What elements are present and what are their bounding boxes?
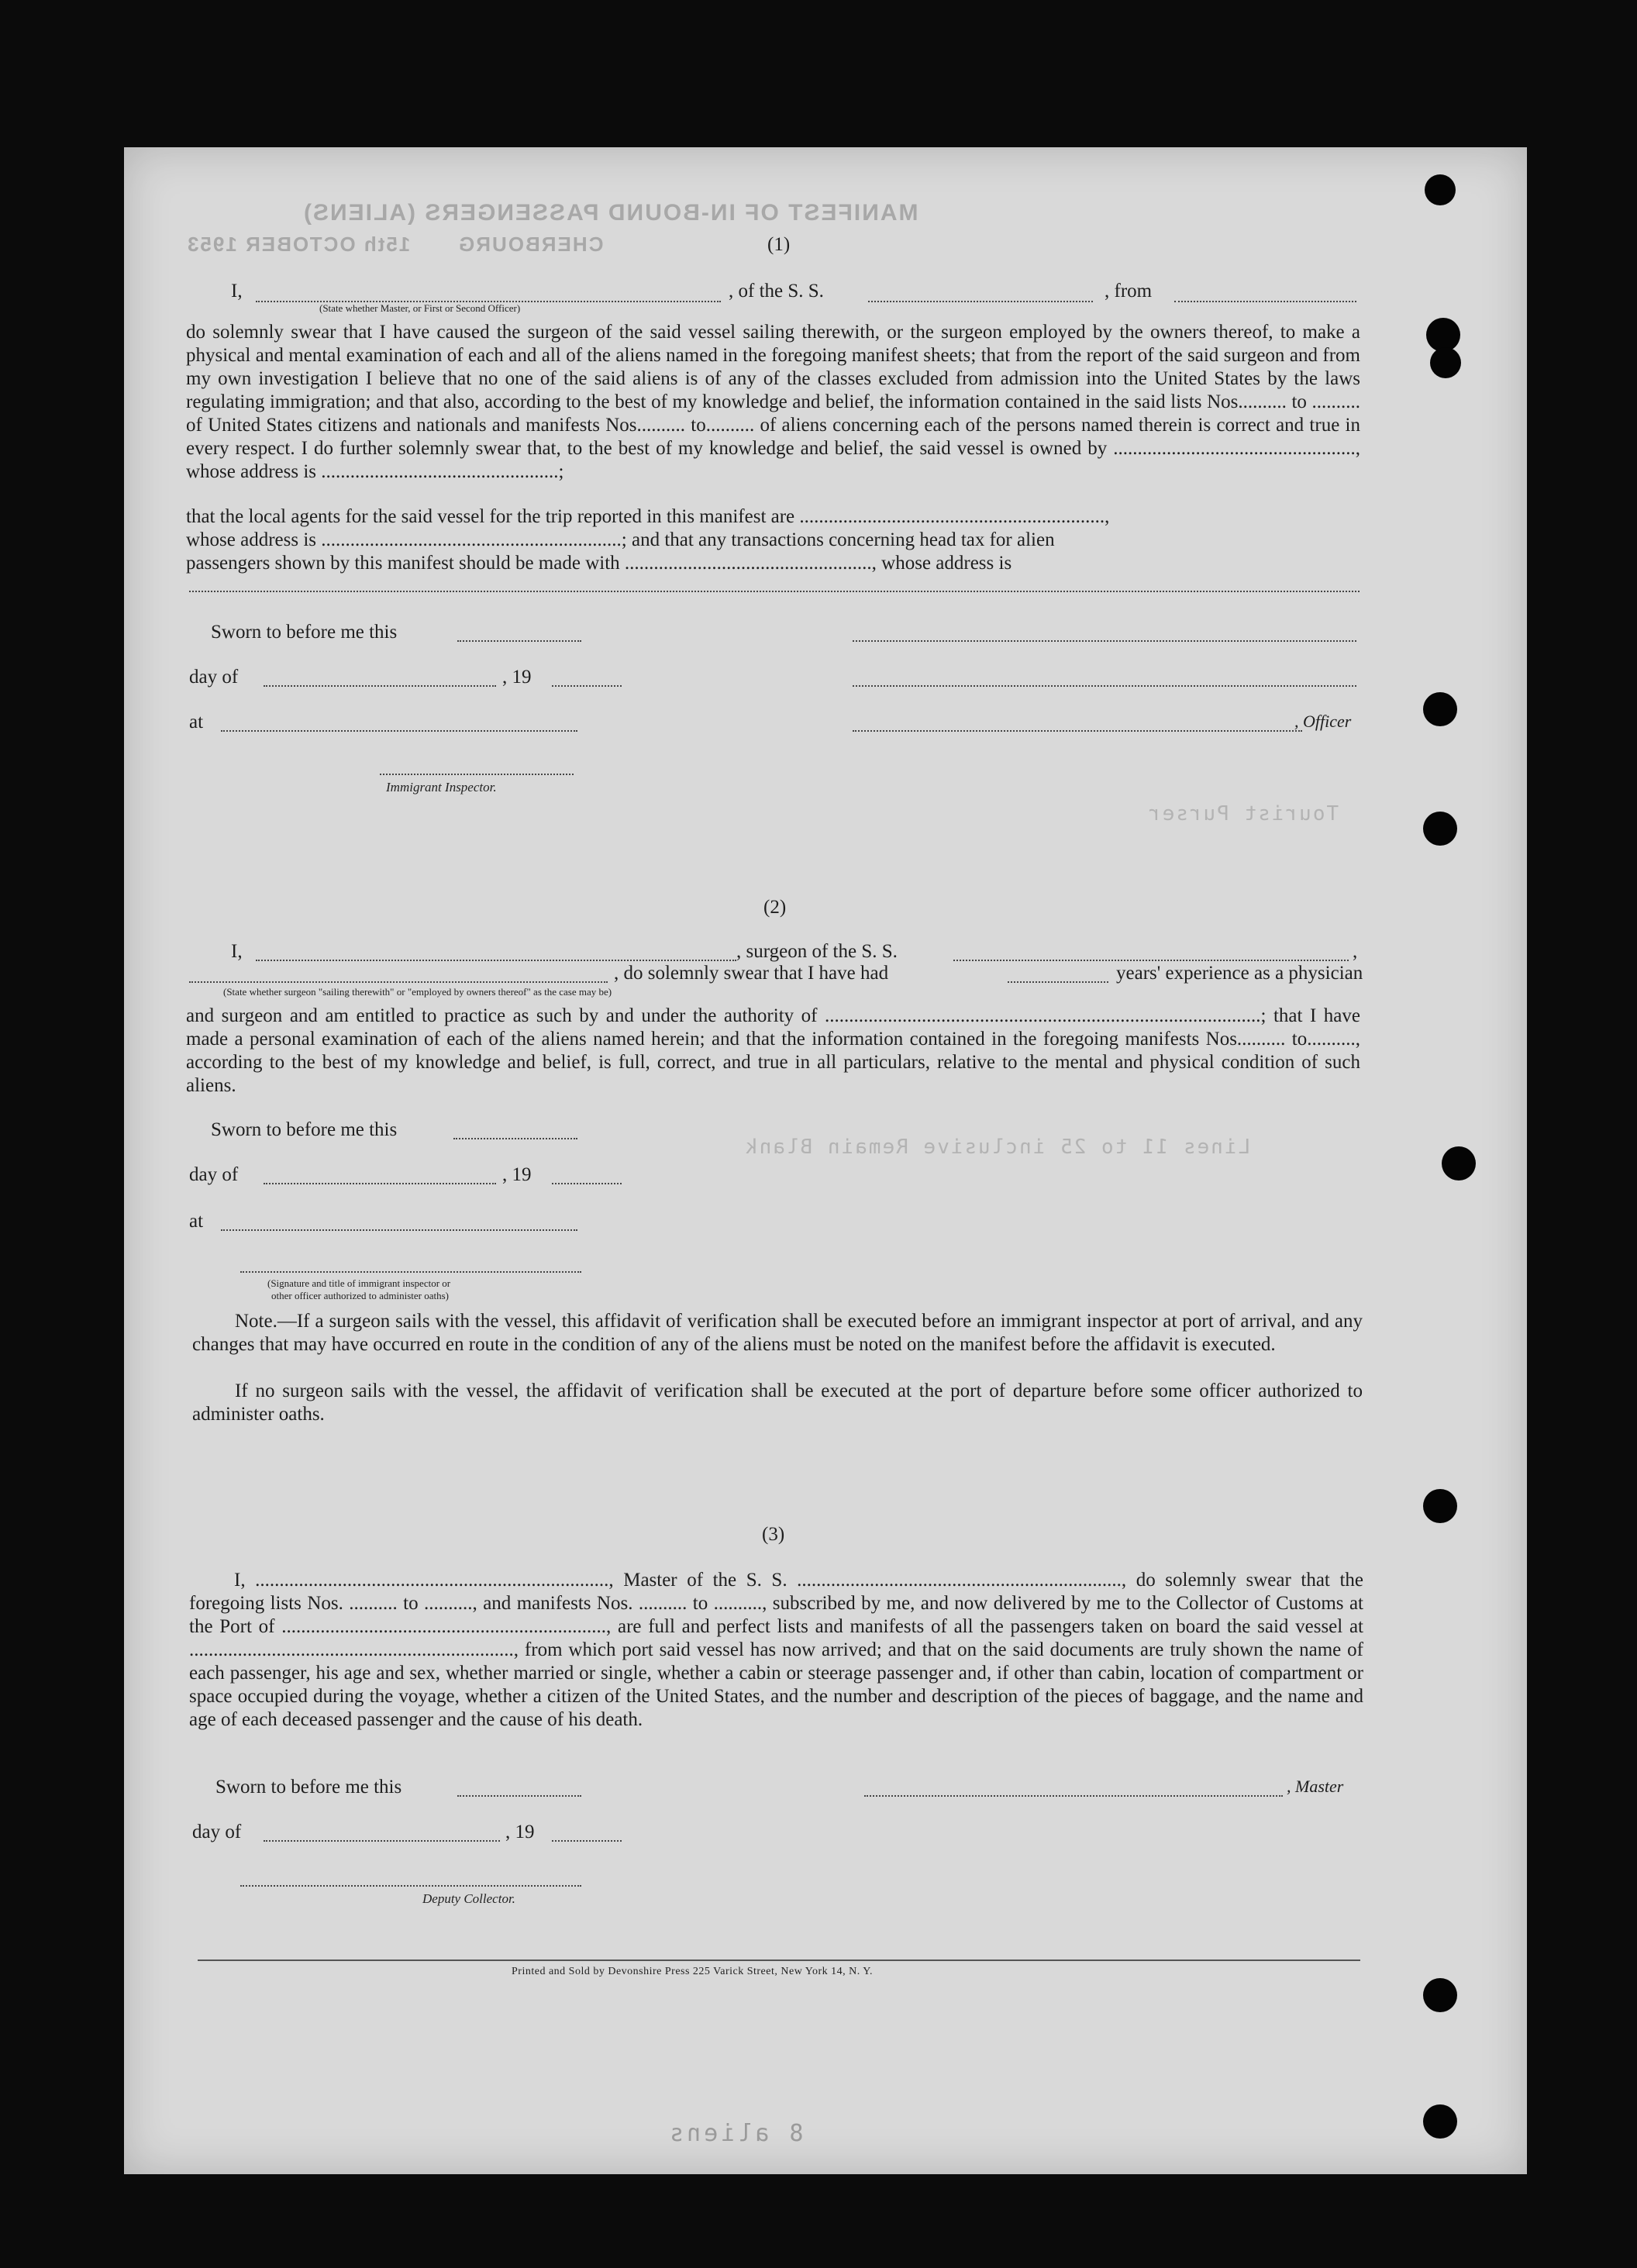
at-label-2: at xyxy=(189,1211,204,1232)
binder-hole xyxy=(1425,174,1456,205)
affiant-prefix: I, xyxy=(231,281,243,302)
officer-line-3[interactable] xyxy=(853,730,1302,732)
section-2-number: (2) xyxy=(763,897,787,918)
section-3-oath-text: I, ........................................................................., Master of the S. S. ..................................................................., do solemnly swear that the foregoing lists Nos. .......... to .........., and manifests Nos. .......... to .........., subscribed by me, and now delivered by me to the Collector of Customs at the Port of ..................................................................., are full and perfect lists and manifests of all the passengers taken on board the said vessel at ..................................................................., from which port said vessel has now arrived; and that on the said documents are truly shown the name of each passenger, his age and sex, whether married or single, whether a cabin or steerage passenger and, if other than cabin, location of compartment or space occupied during the voyage, whether a citizen of the United States, and the number and description of the pieces of baggage, and the name and age of each deceased passenger and the cause of his death. xyxy=(189,1570,1363,1730)
binder-hole xyxy=(1423,692,1457,726)
binder-hole xyxy=(1423,1978,1457,2012)
section-1-oath-text: do solemnly swear that I have caused the surgeon of the said vessel sailing therewith, or the surgeon employed by the owners thereof, to make a physical and mental examination of each and all of the aliens named in the foregoing manifest sheets; that from the report of the said surgeon and from my own investigation I believe that no one of the said aliens is of any of the classes excluded from admission into the United States by the laws regulating immigration; and that also, according to the best of my knowledge and belief, the information contained in the said lists Nos.......... to .......... of United States citizens and nationals and manifests Nos.......... to.......... of aliens concerning each of the persons named therein is correct and true in every respect. I do further solemnly swear that, to the best of my knowledge and belief, the said vessel is owned by .................................................., whose address is .................................................; xyxy=(186,322,1360,482)
officer-signature-field[interactable] xyxy=(853,640,1356,642)
sworn-label-1: Sworn to before me this xyxy=(211,622,398,643)
sworn-label-2: Sworn to before me this xyxy=(211,1119,398,1140)
sworn-label-3: Sworn to before me this xyxy=(215,1777,402,1798)
bleed-through-date: 15th OCTOBER 1953 xyxy=(186,233,411,256)
head-tax-line: passengers shown by this manifest should be made with ..................................................., whose address is xyxy=(186,553,1012,574)
vessel-label: , of the S. S. xyxy=(729,281,824,302)
binder-hole xyxy=(1430,347,1461,378)
year-field-3[interactable] xyxy=(552,1840,622,1842)
binder-hole xyxy=(1423,812,1457,846)
from-port-field[interactable] xyxy=(1174,301,1356,302)
bleed-through-alien-count: 8 aliens xyxy=(667,2120,804,2147)
master-signature-field[interactable] xyxy=(864,1795,1283,1797)
officer-caption: (State whether Master, or First or Second Officer) xyxy=(319,302,521,314)
day-of-label-3: day of xyxy=(192,1822,242,1842)
sworn-date-field-3[interactable] xyxy=(457,1795,581,1797)
bleed-through-port: CHERBOURG xyxy=(457,233,604,256)
surgeon-comma: , xyxy=(1353,941,1358,962)
year-label-1: , 19 xyxy=(502,667,532,688)
footer-rule xyxy=(198,1960,1360,1961)
binder-hole xyxy=(1442,1146,1476,1181)
signature-caption-1: (Signature and title of immigrant inspector or xyxy=(267,1277,451,1289)
year-field-2[interactable] xyxy=(552,1183,622,1184)
year-label-2: , 19 xyxy=(502,1164,532,1185)
note-no-surgeon: If no surgeon sails with the vessel, the affidavit of verification shall be executed at the port of departure before some officer authorized to administer oaths. xyxy=(192,1380,1363,1425)
surgeon-prefix: I, xyxy=(231,941,243,962)
binder-hole xyxy=(1423,1489,1457,1523)
from-label: , from xyxy=(1105,281,1153,302)
surgeon-swear-text: , do solemnly swear that I have had xyxy=(614,963,889,984)
officer-line-2[interactable] xyxy=(853,685,1356,687)
years-experience-field[interactable] xyxy=(1008,981,1108,983)
bleed-through-blank-lines: Lines 11 to 25 inclusive Remain Blank xyxy=(744,1136,1251,1159)
local-agents-line: that the local agents for the said vessel for the trip reported in this manifest are ..............................................................., xyxy=(186,506,1110,527)
vessel-name-field[interactable] xyxy=(868,301,1093,302)
deputy-collector-signature-field[interactable] xyxy=(240,1885,581,1887)
at-label-1: at xyxy=(189,712,204,732)
master-label: , Master xyxy=(1287,1777,1344,1796)
year-label-3: , 19 xyxy=(505,1822,535,1842)
signature-caption-2: other officer authorized to administer oaths) xyxy=(271,1290,449,1301)
bleed-through-header: MANIFEST OF IN-BOUND PASSENGERS (ALIENS) xyxy=(302,200,918,226)
day-of-label-2: day of xyxy=(189,1164,239,1185)
at-field-1[interactable] xyxy=(221,730,577,732)
note-surgeon-sails: Note.—If a surgeon sails with the vessel, this affidavit of verification shall be executed before an immigrant inspector at port of arrival, and any changes that may have occurred en route in the condition of any of the aliens must be noted on the manifest before the affidavit is executed. xyxy=(192,1311,1363,1355)
surgeon-vessel-label: , surgeon of the S. S. xyxy=(736,941,898,962)
agents-address-line: whose address is ..............................................................; and that any transactions concerning head tax for alien xyxy=(186,529,1055,550)
surgeon-caption: (State whether surgeon "sailing therewith" or "employed by owners thereof" as the case may be) xyxy=(223,986,612,998)
day-of-field-3[interactable] xyxy=(264,1840,500,1842)
binder-hole xyxy=(1423,2104,1457,2139)
sworn-date-field-2[interactable] xyxy=(453,1138,577,1139)
years-experience-text: years' experience as a physician xyxy=(1116,963,1363,984)
surgeon-name-field[interactable] xyxy=(256,960,736,961)
day-of-label-1: day of xyxy=(189,667,239,688)
head-tax-address-field[interactable] xyxy=(189,591,1360,592)
at-field-2[interactable] xyxy=(221,1229,577,1231)
section-1-number: (1) xyxy=(767,234,791,255)
printer-imprint: Printed and Sold by Devonshire Press 225 Varick Street, New York 14, N. Y. xyxy=(512,1966,874,1977)
section-3-number: (3) xyxy=(762,1524,785,1545)
deputy-collector-label: Deputy Collector. xyxy=(422,1891,515,1906)
immigrant-inspector-label: Immigrant Inspector. xyxy=(386,780,497,794)
year-field-1[interactable] xyxy=(552,685,622,687)
day-of-field-1[interactable] xyxy=(264,685,496,687)
surgeon-type-field[interactable] xyxy=(189,981,608,983)
inspector-signature-field-2[interactable] xyxy=(240,1271,581,1273)
day-of-field-2[interactable] xyxy=(264,1183,496,1184)
inspector-signature-field[interactable] xyxy=(380,774,574,775)
sworn-date-field-1[interactable] xyxy=(457,640,581,642)
bleed-through-purser: Tourist Purser xyxy=(1147,802,1339,826)
surgeon-vessel-field[interactable] xyxy=(953,960,1349,961)
section-2-oath-text: and surgeon and am entitled to practice as such by and under the authority of ..........................................................................................; that I have made a personal examination of each of the aliens named herein; and that the information contained in the foregoing manifests Nos.......... to.........., according to the best of my knowledge and belief, is full, correct, and true in all particulars, relative to the mental and physical condition of such aliens. xyxy=(186,1005,1360,1096)
officer-label: , Officer xyxy=(1294,712,1352,731)
